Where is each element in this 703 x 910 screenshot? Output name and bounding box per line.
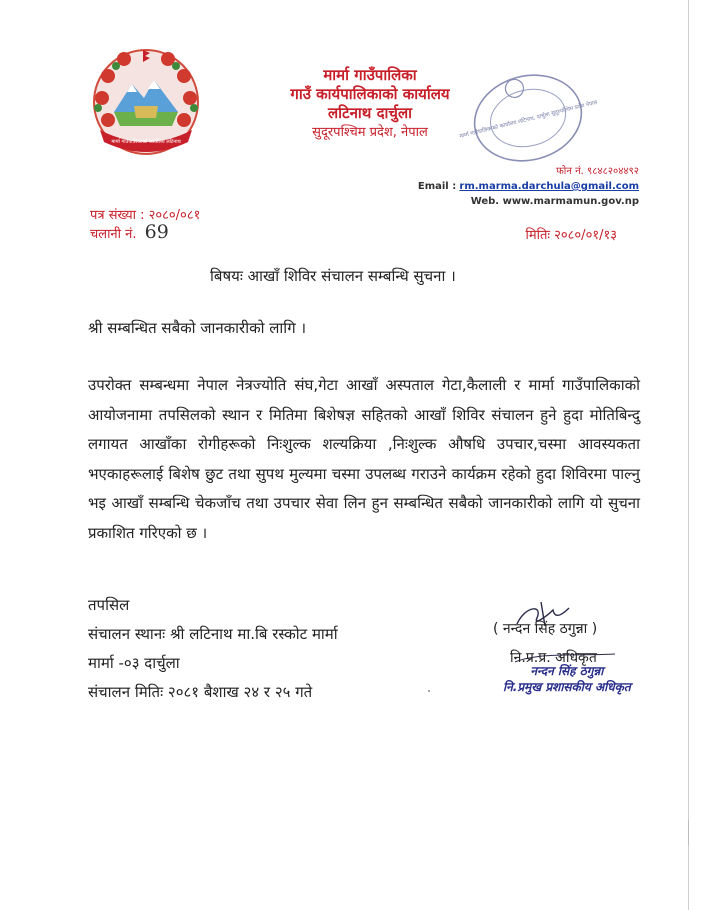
camp-ward: मार्मा -०३ दार्चुला bbox=[88, 654, 180, 672]
letter-date: मितिः २०८०/०१/१३ bbox=[525, 228, 617, 243]
dispatch-number-label: चलानी नं. bbox=[90, 227, 137, 242]
office-name: गाउँ कार्यपालिकाको कार्यालय bbox=[290, 85, 450, 103]
province-name: सुदूरपश्चिम प्रदेश, नेपाल bbox=[312, 125, 428, 140]
nepal-emblem-icon bbox=[86, 46, 206, 158]
phone-number: फोन नं. ९८४८२०४४९२ bbox=[556, 166, 639, 177]
page-edge-line bbox=[688, 0, 689, 910]
schedule-details bbox=[88, 591, 338, 707]
signatory-name: ( नन्दन सिंह ठगुन्ना ) bbox=[493, 621, 598, 637]
letter-salutation: श्री सम्बन्धित सबैको जानकारीको लागि । bbox=[88, 319, 307, 337]
office-seal-icon bbox=[459, 66, 598, 166]
camp-dates: संचालन मितिः २०८१ बैशाख २४ र २५ गते bbox=[88, 683, 313, 701]
emblem-ribbon-text: मार्मा गाउँपालिकाको कार्यालय लटिनाथ bbox=[111, 139, 181, 145]
email-line bbox=[418, 179, 639, 194]
letter-number: पत्र संख्या : २०८०/०८१ bbox=[90, 208, 201, 223]
stamp-name: नन्दन सिंह ठगुन्ना bbox=[530, 664, 604, 678]
scan-dot bbox=[428, 690, 430, 692]
office-location: लटिनाथ दार्चुला bbox=[327, 104, 413, 122]
letterhead-title bbox=[270, 66, 470, 142]
contact-block bbox=[418, 164, 639, 209]
seal-text: मार्मा गाउँपालिकाको कार्यालय लटिनाथ, दार्चुला सुदूरपश्चिम प्रदेश नेपाल bbox=[459, 99, 598, 140]
signatory-stamp bbox=[503, 663, 631, 695]
letter-body: उपरोक्त सम्बन्धमा नेपाल नेत्रज्योति संघ,गेटा आखाँ अस्पताल गेटा,कैलाली र मार्मा गाउँपालिकाको आयोजनामा तपसिलको स्थान र मितिमा बिशेषज्ञ सहितको आखाँ शिविर संचालन हुने हुदा मोतिबिन्दु लगायत आखाँका रोगीहरूको निःशुल्क शल्यक्रिया ,निःशुल्क औषधि उपचार,चस्मा आवस्यकता भएकाहरूलाई बिशेष छुट तथा सुपथ मुल्यमा चस्मा उपलब्ध गराउने कार्यक्रम रहेको हुदा शिविरमा पाल्नु भइ आखाँ सम्बन्धि चेकजाँच तथा उपचार सेवा लिन हुन सम्बन्धित सबैको जानकारीको लागि यो सुचना प्रकाशित गरिएको छ । bbox=[88, 376, 640, 542]
municipality-name: मार्मा गाउँपालिका bbox=[323, 66, 417, 84]
website-line[interactable]: Web. www.marmamun.gov.np bbox=[470, 196, 639, 207]
schedule-heading: तपसिल bbox=[88, 596, 130, 614]
email-label: Email : bbox=[417, 181, 457, 192]
letter-subject: बिषयः आखाँ शिविर संचालन सम्बन्धि सुचना । bbox=[210, 267, 456, 285]
email-link[interactable]: rm.marma.darchula@gmail.com bbox=[459, 181, 639, 192]
camp-location: संचालन स्थानः श्री लटिनाथ मा.बि रस्कोट मार्मा bbox=[88, 625, 338, 643]
dispatch-number-line bbox=[90, 221, 200, 243]
signatory-post: नि.प्र.प्र. अधिकृत bbox=[510, 650, 597, 666]
scan-edge-mark bbox=[688, 820, 689, 845]
reference-block bbox=[90, 207, 200, 243]
stamp-post: नि.प्रमुख प्रशासकीय अधिकृत bbox=[503, 680, 631, 694]
dispatch-number-value: 69 bbox=[144, 221, 169, 243]
